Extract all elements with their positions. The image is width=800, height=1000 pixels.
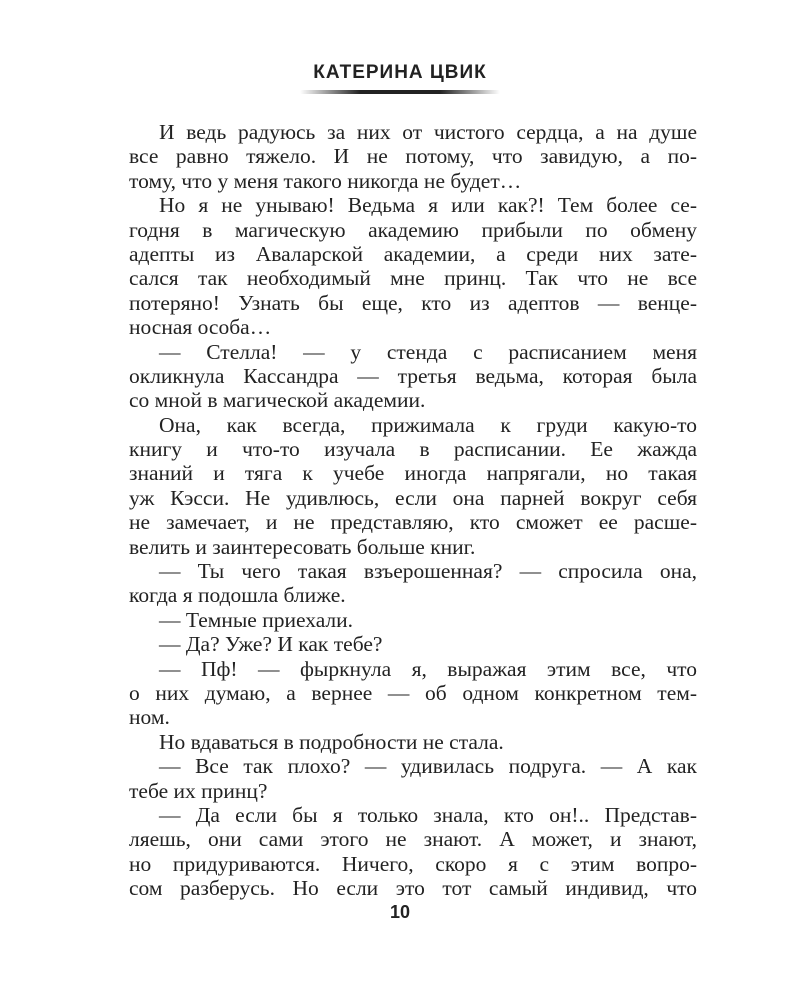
text-line: И ведь радуюсь за них от чистого сердца, а на душе <box>159 120 697 144</box>
text-line: уж Кэсси. Не удивлюсь, если она парней вокруг себя <box>129 485 697 510</box>
text-line: со мной в магической академии. <box>129 388 426 413</box>
running-header <box>0 62 800 84</box>
text-line: Она, как всегда, прижимала к груди какую-то <box>159 412 697 437</box>
text-line: — Стелла! — у стенда с расписанием меня <box>159 339 697 364</box>
text-line: — Да если бы я только знала, кто он!.. Представ- <box>159 802 697 827</box>
text-line: знаний и тяга к учебе иногда напрягали, но такая <box>129 461 697 486</box>
text-line: сом разберусь. Но если это тот самый индивид, что <box>129 876 697 901</box>
text-line: сался так необходимый мне принц. Так что не все <box>129 266 697 291</box>
text-line: Но вдаваться в подробности не стала. <box>159 729 504 754</box>
text-line: носная особа… <box>129 315 272 340</box>
text-line: — Все так плохо? — удивилась подруга. — А как <box>159 754 697 779</box>
text-line: велить и заинтересовать больше книг. <box>129 534 476 559</box>
text-line: книгу и что-то изучала в расписании. Ее жажда <box>129 437 697 462</box>
text-line: тому, что у меня такого никогда не будет… <box>129 168 522 193</box>
body-text <box>129 120 697 901</box>
text-line: — Да? Уже? И как тебе? <box>159 632 383 657</box>
text-line: адепты из Аваларской академии, а среди них зате- <box>129 241 697 266</box>
text-line: Но я не унываю! Ведьма я или как?! Тем более се- <box>159 193 697 218</box>
text-line: окликнула Кассандра — третья ведьма, которая была <box>129 363 697 388</box>
text-line: — Темные приехали. <box>159 607 354 632</box>
author-name: КАТЕРИНА ЦВИК <box>313 62 487 83</box>
text-line: тебе их принц? <box>129 778 268 803</box>
text-line: ляешь, они сами этого не знают. А может, и знают, <box>129 827 697 852</box>
text-line: — Ты чего такая взъерошенная? — спросила она, <box>159 559 697 584</box>
text-line: все равно тяжело. И не потому, что завидую, а по- <box>129 144 697 169</box>
text-line: ном. <box>129 705 170 730</box>
page-number: 10 <box>389 902 411 922</box>
header-underline <box>300 90 500 94</box>
text-line: годня в магическую академию прибыли по обмену <box>129 217 697 242</box>
text-line: — Пф! — фыркнула я, выражая этим все, что <box>159 656 697 681</box>
text-line: но придуриваются. Ничего, скоро я с этим вопро- <box>129 851 697 876</box>
text-line: когда я подошла ближе. <box>129 583 346 608</box>
text-line: не замечает, и не представляю, кто сможет ее расше- <box>129 510 697 535</box>
text-line: потеряно! Узнать бы еще, кто из адептов — венце- <box>129 290 697 315</box>
text-line: о них думаю, а вернее — об одном конкретном тем- <box>129 680 697 705</box>
